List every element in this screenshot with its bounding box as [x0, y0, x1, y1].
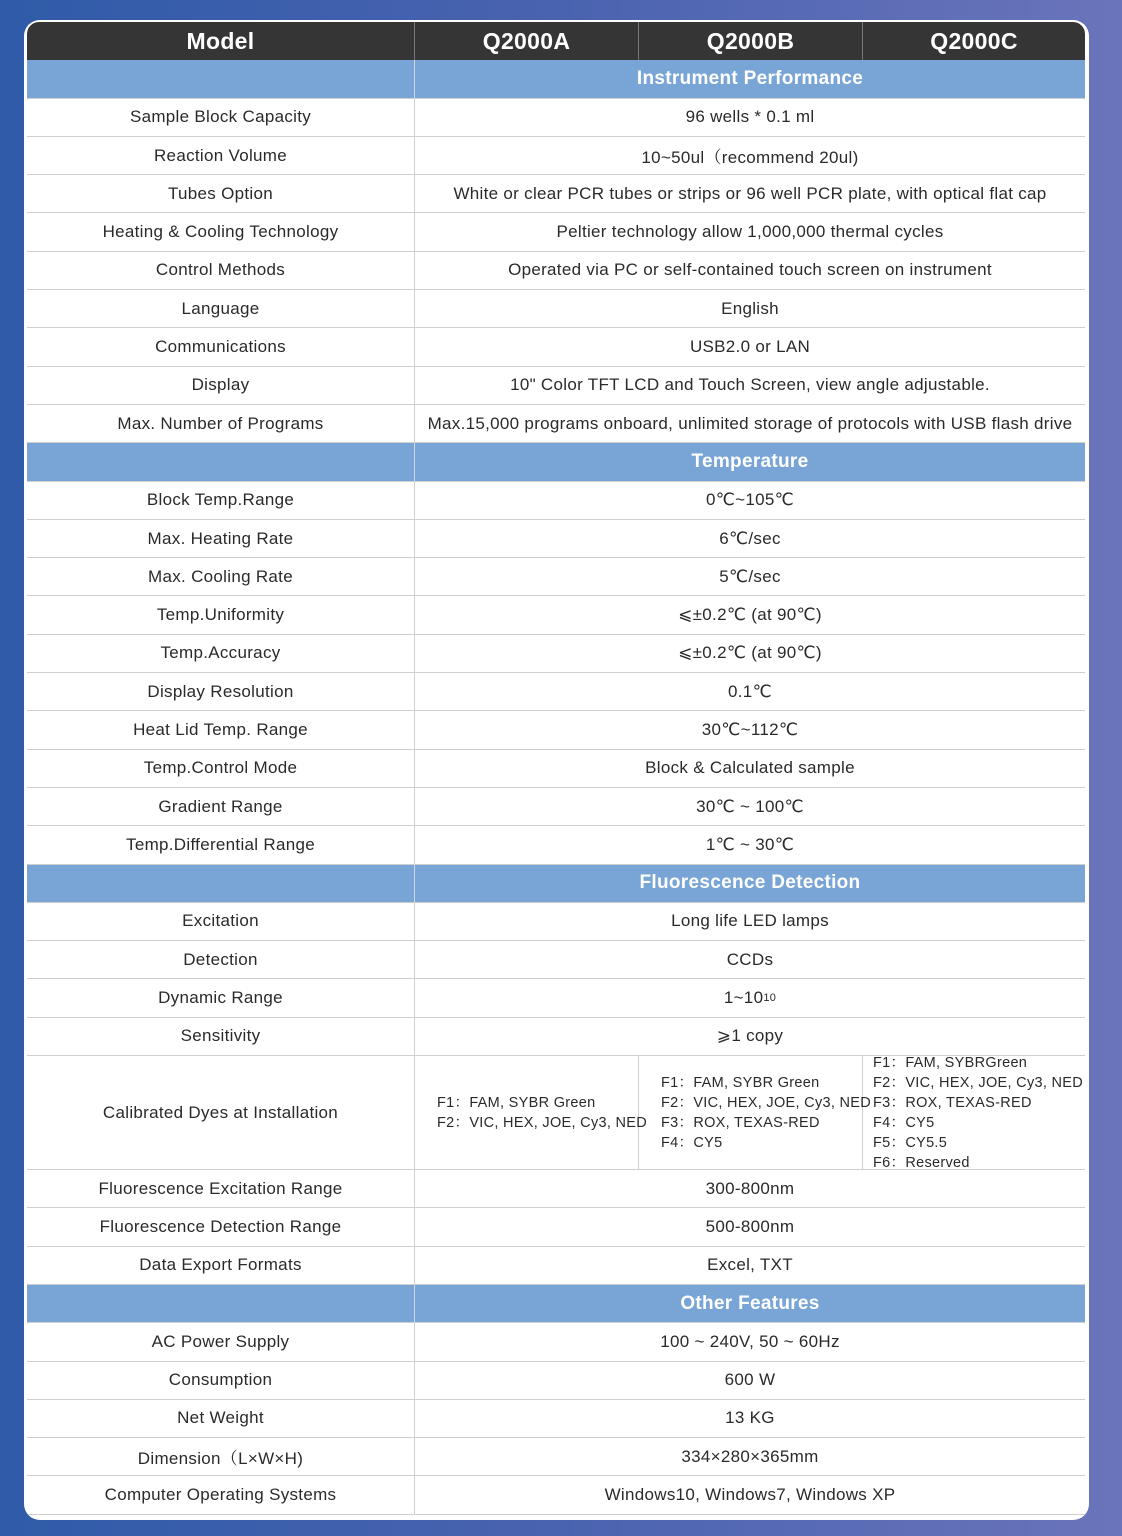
spec-value [415, 520, 1085, 557]
spec-value-text: 0℃~105℃ [705, 490, 795, 510]
spec-value [415, 1018, 1085, 1055]
table-row [27, 290, 1085, 328]
table-row [27, 558, 1085, 596]
spec-value [415, 328, 1085, 365]
dye-line: F6：Reserved [873, 1154, 970, 1171]
spec-value-text: Peltier technology allow 1,000,000 thermal cycles [556, 222, 944, 242]
spec-value-text: Block & Calculated sample [645, 758, 855, 778]
spec-value [415, 1323, 1085, 1360]
spec-label: Language [27, 290, 415, 327]
spec-value-text: 600 W [724, 1370, 776, 1390]
spec-value-text: Long life LED lamps [671, 911, 829, 931]
spec-value [415, 750, 1085, 787]
table-row [27, 99, 1085, 137]
spec-value [415, 1362, 1085, 1399]
spec-label: Display [27, 367, 415, 404]
spec-label: Net Weight [27, 1400, 415, 1437]
spec-value [415, 213, 1085, 250]
table-row [27, 596, 1085, 634]
spec-value [415, 1208, 1085, 1245]
spec-value-text: ⩾1 copy [716, 1026, 784, 1046]
spec-value [415, 1438, 1085, 1475]
spec-value [415, 290, 1085, 327]
dye-list [639, 1056, 872, 1169]
spec-value [415, 252, 1085, 289]
spec-value-text: 6℃/sec [719, 528, 781, 548]
spec-value [415, 941, 1085, 978]
spec-value [415, 673, 1085, 710]
section-header [27, 443, 1085, 481]
table-row [27, 213, 1085, 251]
dye-line: F3：ROX, TEXAS-RED [661, 1114, 820, 1131]
spec-label: Block Temp.Range [27, 482, 415, 519]
table-row [27, 826, 1085, 864]
spec-value-text: English [721, 298, 779, 318]
table-row [27, 979, 1085, 1017]
section-spacer [27, 865, 415, 902]
dye-list [415, 1056, 648, 1169]
dye-lines [873, 1053, 1083, 1173]
spec-label: Temp.Differential Range [27, 826, 415, 863]
spec-value [415, 367, 1085, 404]
spec-value [415, 175, 1085, 212]
spec-value-text: 5℃/sec [719, 566, 781, 586]
table-row [27, 520, 1085, 558]
dye-lines [437, 1093, 647, 1133]
dye-line: F4：CY5 [661, 1134, 723, 1151]
table-row [27, 673, 1085, 711]
spec-value-text: 96 wells * 0.1 ml [685, 107, 815, 127]
spec-value [415, 903, 1085, 940]
spec-value [415, 1247, 1085, 1284]
dye-line: F1：FAM, SYBRGreen [873, 1054, 1028, 1071]
dye-line: F3：ROX, TEXAS-RED [873, 1094, 1032, 1111]
spec-value [415, 979, 1085, 1016]
spec-value-text: 334×280×365mm [681, 1446, 819, 1466]
spec-value [415, 405, 1085, 442]
spec-value [415, 1170, 1085, 1207]
spec-label: Display Resolution [27, 673, 415, 710]
spec-label: Detection [27, 941, 415, 978]
section-title: Other Features [680, 1292, 820, 1314]
spec-label: Sample Block Capacity [27, 99, 415, 136]
table-row [27, 1400, 1085, 1438]
spec-label: Tubes Option [27, 175, 415, 212]
spec-label: Max. Cooling Rate [27, 558, 415, 595]
table-row [27, 1438, 1085, 1476]
spec-value-text: 13 KG [725, 1408, 775, 1428]
spec-label: Fluorescence Excitation Range [27, 1170, 415, 1207]
dye-line: F1：FAM, SYBR Green [437, 1094, 596, 1111]
spec-value-text: White or clear PCR tubes or strips or 96 well PCR plate, with optical flat cap [453, 183, 1047, 203]
spec-value-text: ⩽±0.2℃ (at 90℃) [678, 605, 822, 625]
table-row [27, 328, 1085, 366]
spec-value [415, 1400, 1085, 1437]
table-row [27, 1056, 1085, 1170]
spec-card [24, 20, 1089, 1520]
spec-value [415, 635, 1085, 672]
dye-line: F5：CY5.5 [873, 1134, 948, 1151]
dye-line: F2：VIC, HEX, JOE, Cy3, NED [437, 1114, 648, 1131]
dye-line: F2：VIC, HEX, JOE, Cy3, NED [873, 1074, 1084, 1091]
spec-label: Heat Lid Temp. Range [27, 711, 415, 748]
table-row [27, 252, 1085, 290]
spec-value [415, 1476, 1085, 1513]
spec-label: Control Methods [27, 252, 415, 289]
spec-label: Calibrated Dyes at Installation [27, 1056, 415, 1169]
spec-value-text: 1~10 [723, 988, 764, 1008]
model-q2000c: Q2000C [930, 27, 1018, 54]
spec-label: Sensitivity [27, 1018, 415, 1055]
spec-value-text: Operated via PC or self-contained touch screen on instrument [508, 260, 992, 280]
table-row [27, 1208, 1085, 1246]
table-row [27, 635, 1085, 673]
spec-label: Fluorescence Detection Range [27, 1208, 415, 1245]
spec-value-text: 0.1℃ [728, 681, 772, 701]
table-row [27, 788, 1085, 826]
spec-label: Dimension（L×W×H) [27, 1438, 415, 1475]
spec-value-text: 30℃ ~ 100℃ [696, 796, 804, 816]
table-row [27, 482, 1085, 520]
table-row [27, 1170, 1085, 1208]
table-row [27, 1018, 1085, 1056]
table-row [27, 1247, 1085, 1285]
table-row [27, 711, 1085, 749]
section-header [27, 865, 1085, 903]
spec-label: Heating & Cooling Technology [27, 213, 415, 250]
spec-label: Temp.Control Mode [27, 750, 415, 787]
spec-label: Dynamic Range [27, 979, 415, 1016]
spec-value-text: CCDs [726, 949, 774, 969]
spec-value [415, 596, 1085, 633]
section-header [27, 1285, 1085, 1323]
spec-value-text: Windows10, Windows7, Windows XP [604, 1485, 896, 1505]
spec-label: Excitation [27, 903, 415, 940]
dye-line: F1：FAM, SYBR Green [661, 1074, 820, 1091]
table-row [27, 405, 1085, 443]
model-header: Model [27, 22, 415, 60]
dye-lines [661, 1073, 871, 1153]
spec-value-text: Excel, TXT [707, 1255, 793, 1275]
table-row [27, 750, 1085, 788]
spec-label: Communications [27, 328, 415, 365]
table-row [27, 941, 1085, 979]
spec-label: Data Export Formats [27, 1247, 415, 1284]
spec-value [415, 711, 1085, 748]
spec-value-text: 300-800nm [705, 1178, 795, 1198]
spec-value [415, 99, 1085, 136]
spec-value-text: 30℃~112℃ [701, 719, 799, 739]
spec-value-text: 500-800nm [705, 1216, 795, 1236]
model-q2000b: Q2000B [639, 22, 863, 60]
section-title: Temperature [691, 450, 809, 472]
spec-label: Temp.Uniformity [27, 596, 415, 633]
spec-value-text: 100 ~ 240V, 50 ~ 60Hz [660, 1331, 840, 1351]
table-row [27, 1362, 1085, 1400]
section-spacer [27, 60, 415, 97]
table-header [27, 22, 1085, 60]
spec-table [27, 22, 1085, 1515]
spec-value [415, 137, 1085, 174]
section-title: Fluorescence Detection [639, 872, 861, 894]
spec-label: Temp.Accuracy [27, 635, 415, 672]
table-row [27, 137, 1085, 175]
spec-label: Consumption [27, 1362, 415, 1399]
section-title: Instrument Performance [636, 67, 864, 89]
spec-label: Max. Number of Programs [27, 405, 415, 442]
dye-line: F4：CY5 [873, 1114, 935, 1131]
spec-value [415, 558, 1085, 595]
spec-label: Max. Heating Rate [27, 520, 415, 557]
table-row [27, 367, 1085, 405]
spec-label: Reaction Volume [27, 137, 415, 174]
spec-value [415, 788, 1085, 825]
table-row [27, 175, 1085, 213]
spec-label: Computer Operating Systems [27, 1476, 415, 1513]
dye-line: F2：VIC, HEX, JOE, Cy3, NED [661, 1094, 872, 1111]
spec-value-text: 1℃ ~ 30℃ [705, 834, 795, 854]
spec-label: AC Power Supply [27, 1323, 415, 1360]
section-header [27, 60, 1085, 98]
spec-value-exponent: 10 [763, 992, 777, 1005]
spec-value-text: USB2.0 or LAN [689, 337, 811, 357]
spec-label: Gradient Range [27, 788, 415, 825]
spec-value [415, 826, 1085, 863]
dye-list [863, 1056, 1085, 1169]
spec-value-text: ⩽±0.2℃ (at 90℃) [678, 643, 822, 663]
spec-value [415, 482, 1085, 519]
spec-value-text: 10~50ul（recommend 20ul) [641, 148, 859, 168]
table-row [27, 1476, 1085, 1514]
spec-value-text: Max.15,000 programs onboard, unlimited storage of protocols with USB flash drive [427, 413, 1073, 433]
spec-value-text: 10" Color TFT LCD and Touch Screen, view angle adjustable. [510, 375, 990, 395]
table-row [27, 1323, 1085, 1361]
section-spacer [27, 443, 415, 480]
section-spacer [27, 1285, 415, 1322]
table-row [27, 903, 1085, 941]
model-q2000a: Q2000A [415, 22, 639, 60]
